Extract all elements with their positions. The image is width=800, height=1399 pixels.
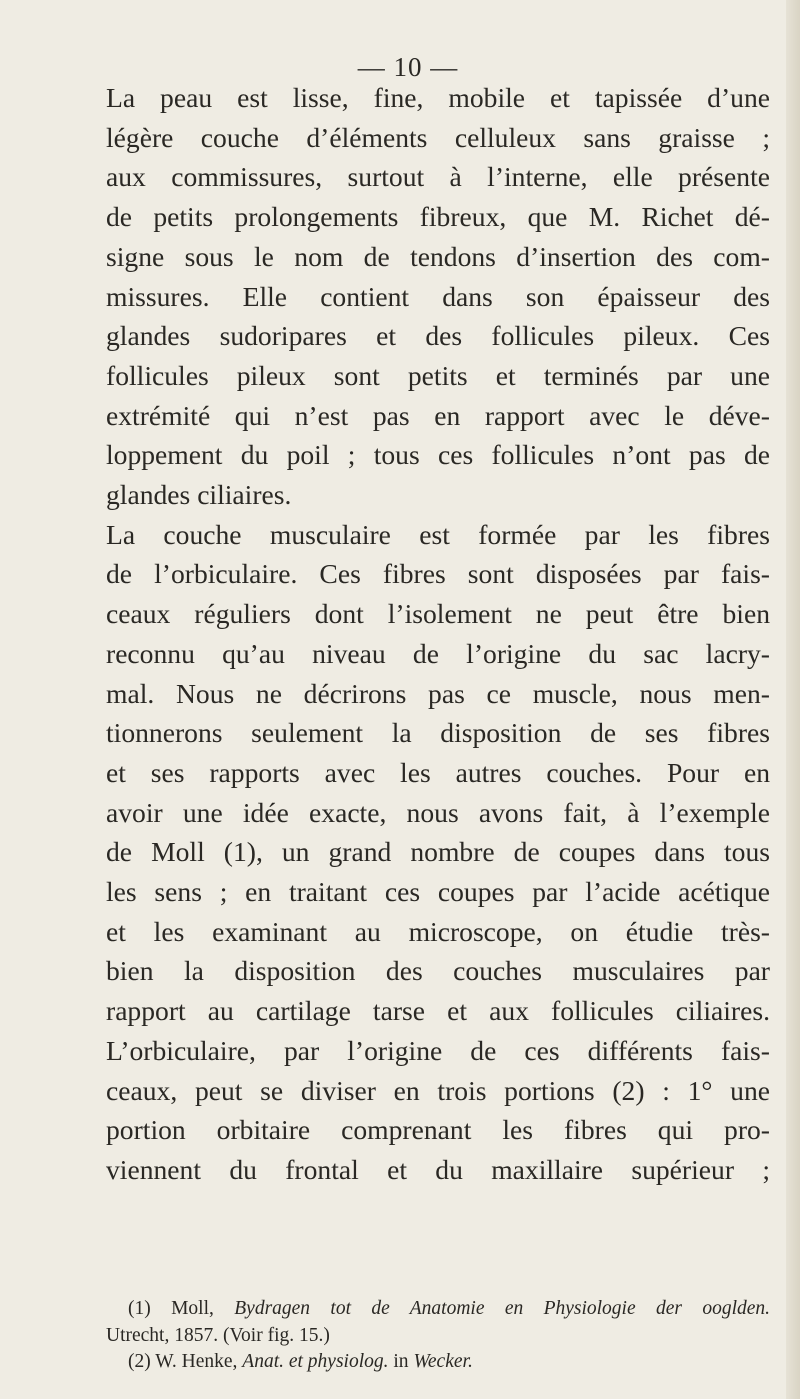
text-line: rapport au cartilage tarse et aux follicules ciliaires. (106, 995, 770, 1027)
footnote-1-title: Bydragen tot de Anatomie en Physiologie der ooglden. (234, 1298, 771, 1319)
text-line: aux commissures, surtout à l’interne, elle présente (106, 161, 770, 193)
text-line: mal. Nous ne décrirons pas ce muscle, nous men- (106, 677, 770, 709)
text-line: et les examinant au microscope, on étudie très- (106, 915, 770, 947)
footnote-2-title: Anat. et physiolog. (242, 1351, 389, 1372)
footnote-1-continuation: Utrecht, 1857. (Voir fig. 15.) (106, 1324, 330, 1346)
footnote-2 (106, 1349, 770, 1376)
text-line: et ses rapports avec les autres couches. Pour en (106, 756, 770, 788)
text-line: viennent du frontal et du maxillaire supérieur ; (106, 1153, 770, 1185)
text-line: de Moll (1), un grand nombre de coupes dans tous (106, 836, 770, 868)
text-line: signe sous le nom de tendons d’insertion des com- (106, 240, 770, 272)
text-line: ceaux, peut se diviser en trois portions (2) : 1° une (106, 1074, 770, 1106)
text-line: ceaux réguliers dont l’isolement ne peut être bien (106, 598, 770, 630)
text-line: reconnu qu’au niveau de l’origine du sac lacry- (106, 637, 770, 669)
footnotes (106, 1296, 770, 1376)
main-text (106, 78, 770, 1190)
text-line: glandes ciliaires. (106, 479, 292, 511)
text-line: missures. Elle contient dans son épaisseur des (106, 280, 770, 312)
text-line: L’orbiculaire, par l’origine de ces différents fais- (106, 1034, 770, 1066)
text-line: les sens ; en traitant ces coupes par l’acide acétique (106, 876, 770, 908)
footnote-1 (106, 1296, 770, 1323)
footnote-1-marker: (1) Moll, (128, 1298, 214, 1319)
text-line: follicules pileux sont petits et terminés par une (106, 359, 770, 391)
text-line: glandes sudoripares et des follicules pileux. Ces (106, 320, 770, 352)
text-line: La couche musculaire est formée par les fibres (106, 518, 770, 550)
text-line: bien la disposition des couches musculaires par (106, 955, 770, 987)
text-line: de petits prolongements fibreux, que M. Richet dé- (106, 201, 770, 233)
text-line: de l’orbiculaire. Ces fibres sont disposées par fais- (106, 558, 770, 590)
text-line: légère couche d’éléments celluleux sans graisse ; (106, 121, 770, 153)
text-line: loppement du poil ; tous ces follicules n’ont pas de (106, 439, 770, 471)
page-number: — 10 — (357, 52, 459, 82)
footnote-2-source: Wecker. (413, 1351, 473, 1372)
footnote-2-connector: in (393, 1351, 409, 1372)
text-line: extrémité qui n’est pas en rapport avec le déve- (106, 399, 770, 431)
text-line: tionnerons seulement la disposition de ses fibres (106, 717, 770, 749)
text-line: La peau est lisse, fine, mobile et tapissée d’une (106, 82, 770, 113)
text-line: avoir une idée exacte, nous avons fait, à l’exemple (106, 796, 770, 828)
text-line: portion orbitaire comprenant les fibres qui pro- (106, 1114, 770, 1146)
page-edge-shadow (786, 0, 800, 1399)
footnote-2-marker: (2) W. Henke, (128, 1351, 238, 1372)
